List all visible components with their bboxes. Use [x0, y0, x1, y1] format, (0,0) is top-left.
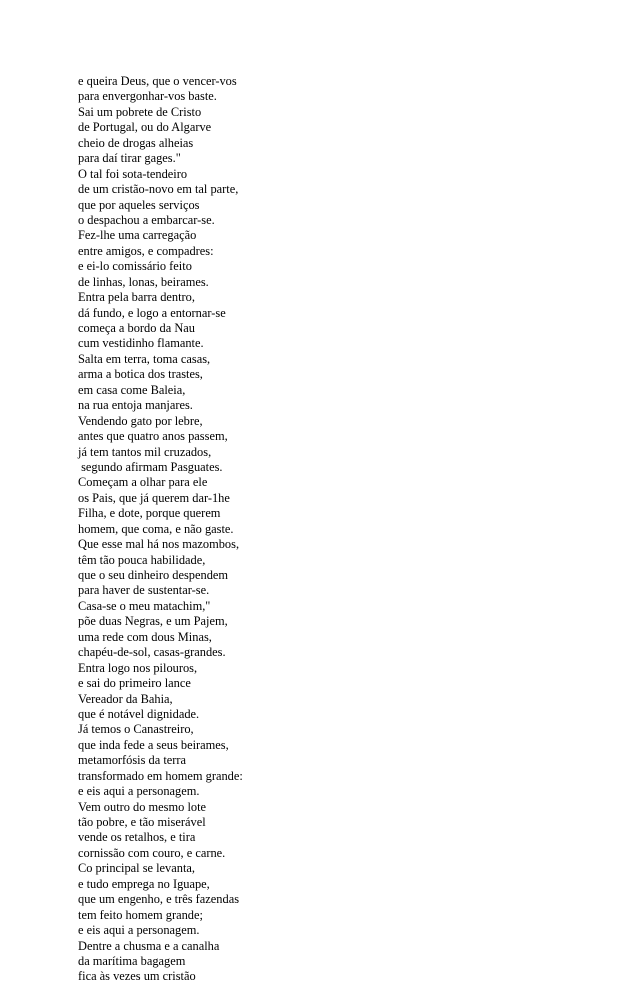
poem-line: Fez-lhe uma carregação — [78, 228, 197, 243]
poem-line: transformado em homem grande: — [78, 768, 243, 783]
poem-line: Entra logo nos pilouros, — [78, 660, 198, 675]
poem-line: de linhas, lonas, beirames. — [78, 274, 209, 289]
poem-line: cheio de drogas alheias — [78, 135, 194, 150]
poem-line: que um engenho, e três fazendas — [78, 892, 240, 907]
poem-line: começa a bordo da Nau — [78, 321, 195, 335]
poem-line: arma a botica dos trastes, — [78, 367, 203, 382]
poem-line: cum vestidinho flamante. — [78, 336, 204, 351]
poem-line: já tem tantos mil cruzados, — [78, 444, 212, 459]
poem-line: segundo afirmam Pasguates. — [78, 459, 223, 474]
poem-line: cornissão com couro, e carne. — [78, 845, 226, 860]
poem-line: o despachou a embarcar-se. — [78, 212, 215, 227]
poem-line: em casa come Baleia, — [78, 382, 186, 397]
poem-line: para haver de sustentar-se. — [78, 583, 210, 598]
poem-line: e sai do primeiro lance — [78, 676, 191, 691]
poem-line: e eis aqui a personagem. — [78, 784, 200, 799]
poem-text — [78, 74, 243, 985]
poem-line: vende os retalhos, e tira — [78, 830, 196, 845]
poem-line: que por aqueles serviços — [78, 197, 200, 212]
poem-line: tão pobre, e tão miserável — [78, 815, 206, 829]
poem-line: para daí tirar gages." — [78, 151, 181, 166]
poem-line: Entra pela barra dentro, — [78, 290, 195, 305]
poem-line: homem, que coma, e não gaste. — [78, 521, 234, 536]
poem-line: e tudo emprega no Iguape, — [78, 876, 210, 891]
poem-line: Começam a olhar para ele — [78, 475, 208, 490]
poem-line: Dentre a chusma e a canalha — [78, 938, 220, 953]
poem-line: e ei-lo comissário feito — [78, 259, 192, 274]
poem-line: Filha, e dote, porque querem — [78, 506, 221, 521]
poem-line: chapéu-de-sol, casas-grandes. — [78, 645, 226, 660]
poem-line: uma rede com dous Minas, — [78, 629, 212, 644]
poem-line: da marítima bagagem — [78, 953, 186, 968]
poem-line: Que esse mal há nos mazombos, — [78, 537, 240, 552]
poem-line: de um cristão-novo em tal parte, — [78, 182, 239, 197]
poem-line: dá fundo, e logo a entornar-se — [78, 305, 226, 320]
poem-line: antes que quatro anos passem, — [78, 429, 228, 444]
poem-line: de Portugal, ou do Algarve — [78, 120, 212, 135]
poem-line: na rua entoja manjares. — [78, 398, 193, 413]
poem-line: põe duas Negras, e um Pajem, — [78, 614, 228, 629]
poem-line: têm tão pouca habilidade, — [78, 552, 206, 567]
poem-line: para envergonhar-vos baste. — [78, 89, 217, 104]
poem-line: entre amigos, e compadres: — [78, 243, 214, 258]
poem-line: Já temos o Canastreiro, — [78, 722, 194, 737]
poem-line: Vendendo gato por lebre, — [78, 413, 203, 428]
poem-line: que inda fede a seus beirames, — [78, 737, 229, 752]
poem-line: tem feito homem grande; — [78, 907, 203, 922]
poem-line: Co principal se levanta, — [78, 861, 195, 876]
poem-line: Sai um pobrete de Cristo — [78, 104, 202, 119]
poem-line: Vem outro do mesmo lote — [78, 799, 207, 814]
poem-line: os Pais, que já querem dar-1he — [78, 490, 230, 505]
poem-line: O tal foi sota-tendeiro — [78, 166, 188, 181]
poem-line: Vereador da Bahia, — [78, 691, 173, 706]
poem-line: Salta em terra, toma casas, — [78, 351, 211, 366]
poem-line: que é notável dignidade. — [78, 706, 200, 721]
poem-line: metamorfósis da terra — [78, 753, 187, 768]
poem-line: que o seu dinheiro despendem — [78, 568, 229, 582]
poem-line: fica às vezes um cristão — [78, 969, 196, 984]
poem-line: e eis aqui a personagem. — [78, 923, 200, 938]
poem-line: e queira Deus, que o vencer-vos — [78, 74, 237, 88]
poem-line: Casa-se o meu matachim," — [78, 598, 211, 613]
